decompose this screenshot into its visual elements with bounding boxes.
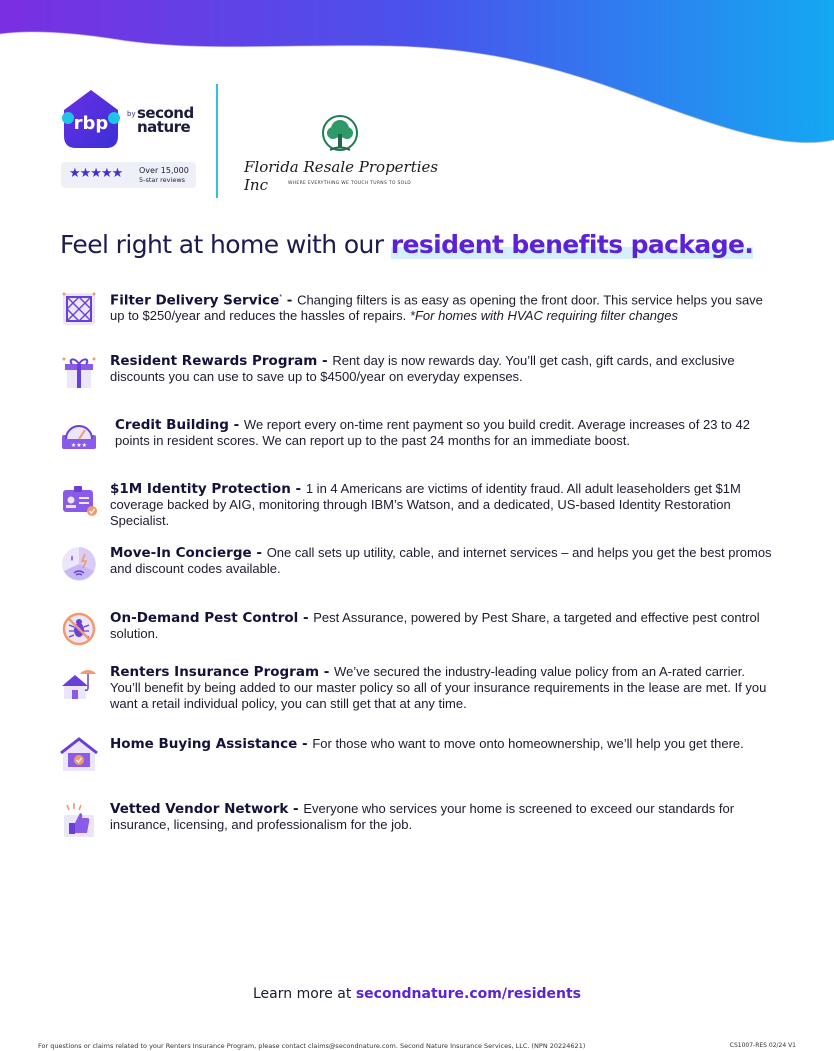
benefit-description: Changing filters is as easy as opening the front door. This service helps you save up to $250/year and reduces the hassles of repairs. — [110, 292, 763, 324]
thumbs-up-icon — [60, 801, 98, 839]
reviews-count: Over 15,000 — [139, 166, 189, 175]
headline-plain: Feel right at home with our — [60, 230, 391, 259]
benefit-separator: - — [288, 801, 304, 817]
benefit-title: $1M Identity Protection — [110, 481, 291, 497]
id-card-icon — [60, 481, 98, 519]
insurance-disclaimer: For questions or claims related to your Renters Insurance Program, please contact claims@secondnature.com. Second Nature Insurance Services, LLC. (NPN 20224621) — [38, 1042, 586, 1050]
benefit-text — [110, 290, 778, 324]
learn-more-prefix: Learn more at — [253, 986, 356, 1002]
benefit-title: Filter Delivery Service — [110, 292, 280, 309]
home-check-icon — [60, 736, 98, 774]
benefit-text — [110, 736, 778, 752]
benefit-separator: - — [298, 610, 314, 626]
second-nature-logo — [137, 106, 194, 134]
filter-icon — [60, 290, 98, 328]
benefit-text — [110, 545, 778, 577]
rbp-logo — [60, 88, 122, 150]
benefit-description: Everyone who services your home is screened to exceed our standards for insurance, licensing, and professionalism for the job. — [110, 801, 735, 832]
benefit-separator: - — [228, 417, 244, 433]
benefit-description: 1 in 4 Americans are victims of identity fraud. All adult leaseholders get $1M coverage backed by AIG, monitoring through IBM’s Watson, and a dedicated, US-based Identity Restoration Specialist. — [110, 481, 741, 528]
benefit-title: Vetted Vendor Network — [110, 801, 289, 817]
headline-highlight: resident benefits package. — [390, 230, 754, 259]
tree-emblem-icon — [316, 112, 364, 158]
header-wave — [0, 0, 834, 160]
utilities-icon — [60, 545, 98, 583]
second-nature-line2: nature — [137, 118, 191, 136]
benefit-text — [110, 664, 778, 712]
benefit-description: For those who want to move onto homeownership, we’ll help you get there. — [312, 736, 744, 751]
benefit-separator: - — [319, 664, 335, 680]
benefit-title: Home Buying Assistance — [110, 736, 298, 752]
benefit-description: Rent day is now rewards day. You’ll get cash, gift cards, and exclusive discounts you can use to save up to $4500/year on everyday expenses. — [110, 353, 735, 384]
benefit-description: One call sets up utility, cable, and internet services – and helps you get the best promos and discount codes available. — [110, 545, 772, 576]
benefit-text — [110, 610, 778, 642]
benefit-footnote: *For homes with HVAC requiring filter changes — [409, 308, 678, 324]
gift-icon — [60, 353, 98, 391]
benefit-title: Credit Building — [115, 417, 229, 433]
document-code: CS1007-RES 02/24 V1 — [729, 1042, 796, 1049]
page-title — [60, 230, 753, 259]
svg-text:★★★: ★★★ — [70, 442, 88, 449]
rbp-by-label: by — [127, 110, 136, 118]
benefit-separator: - — [251, 545, 267, 561]
logo-divider — [216, 84, 218, 198]
benefit-description: We report every on-time rent payment so you build credit. Average increases of 23 to 42 points in resident scores. We can report up to the past 24 months for an immediate boost. — [115, 417, 750, 448]
benefit-title: Resident Rewards Program — [110, 353, 318, 369]
reviews-label: 5-star reviews — [139, 176, 186, 184]
learn-more-link[interactable]: secondnature.com/residents — [355, 986, 581, 1002]
benefit-title: Renters Insurance Program — [110, 664, 320, 680]
benefit-text — [110, 801, 778, 833]
benefit-description: Pest Assurance, powered by Pest Share, a targeted and effective pest control solution. — [110, 610, 760, 641]
reviews-badge — [61, 162, 196, 188]
broker-tagline: WHERE EVERYTHING WE TOUCH TURNS TO SOLD — [288, 181, 412, 186]
benefit-text — [110, 353, 778, 385]
star-rating-icon: ★★★★★ — [69, 166, 123, 181]
no-pest-icon — [60, 610, 98, 648]
benefit-title: Move-In Concierge — [110, 545, 252, 561]
benefit-text — [110, 481, 778, 529]
benefit-separator: - — [282, 292, 298, 309]
benefit-title: On-Demand Pest Control — [110, 610, 299, 626]
umbrella-house-icon — [60, 664, 98, 702]
svg-text:rbp: rbp — [73, 113, 109, 134]
broker-name: Florida Resale Properties Inc — [244, 158, 439, 194]
learn-more — [0, 986, 834, 1002]
benefit-separator: - — [317, 353, 333, 369]
benefit-text — [115, 417, 783, 449]
benefit-footnote-marker: * — [279, 294, 283, 301]
credit-gauge-icon — [60, 417, 98, 455]
second-nature-line1: second — [137, 104, 194, 122]
benefit-separator: - — [290, 481, 306, 497]
benefit-separator: - — [297, 736, 313, 752]
benefit-description: We’ve secured the industry-leading value policy from an A-rated carrier. You’ll benefit by being added to our master policy so all of your insurance requirements in the lease are met. If you want a retail individual policy, you can still get that at any time. — [110, 664, 767, 711]
